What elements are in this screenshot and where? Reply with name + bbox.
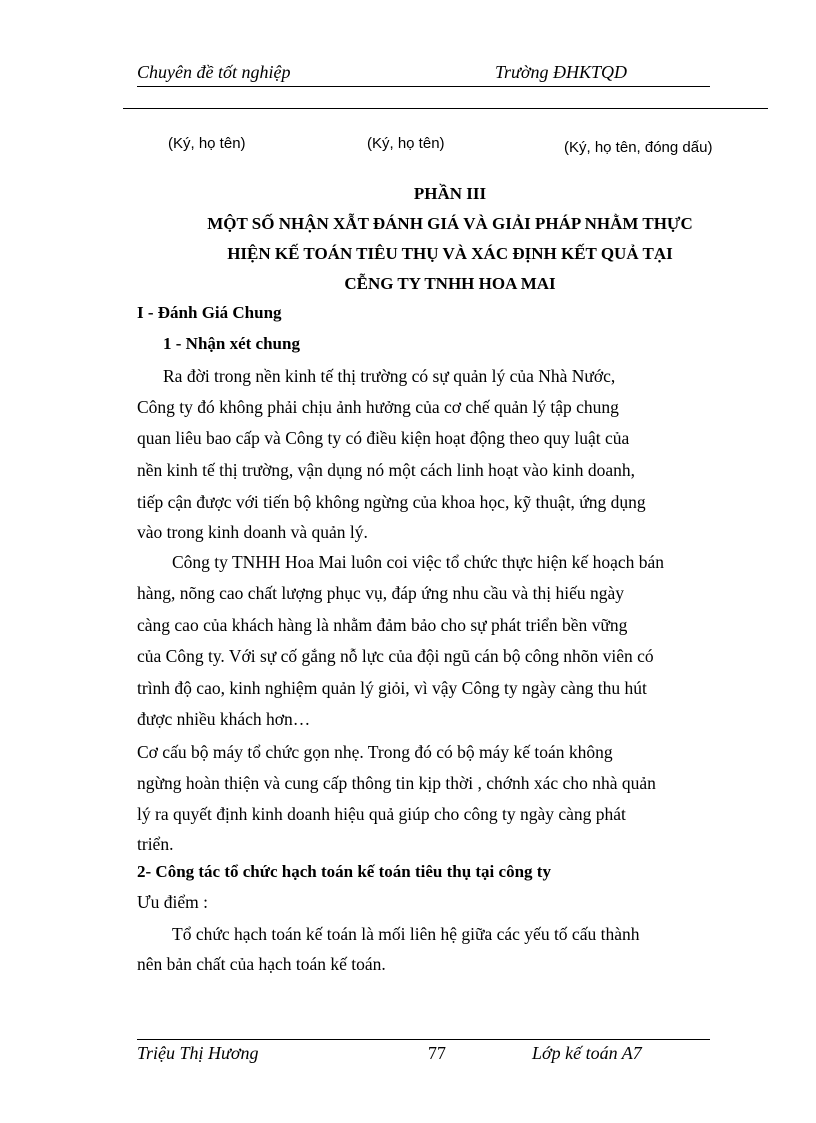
signature-3: (Ký, họ tên, đóng dấu) xyxy=(564,139,713,156)
part-title-line: CỄNG TY TNHH HOA MAI xyxy=(344,274,556,293)
body-line: trình độ cao, kinh nghiệm quản lý giỏi, vì vậy Công ty ngày càng thu hút xyxy=(137,678,647,698)
body-line: của Công ty. Với sự cố gắng nỗ lực của đội ngũ cán bộ công nhõn viên có xyxy=(137,646,654,666)
part-label: PHẦN III xyxy=(413,184,487,203)
body-line: được nhiều khách hơn… xyxy=(137,709,311,729)
sub-heading: 1 - Nhận xét chung xyxy=(163,334,300,353)
body-line: Công ty đó không phải chịu ảnh hưởng của cơ chế quản lý tập chung xyxy=(137,397,619,417)
part-title-line: HIỆN KẾ TOÁN TIÊU THỤ VÀ XÁC ĐỊNH KẾT QUẢ TẠI xyxy=(227,244,673,263)
body-line: tiếp cận được với tiến bộ không ngừng của khoa học, kỹ thuật, ứng dụng xyxy=(137,492,646,512)
body-line: lý ra quyết định kinh doanh hiệu quả giúp cho công ty ngày càng phát xyxy=(137,804,626,824)
body-line: quan liêu bao cấp và Công ty có điều kiện hoạt động theo quy luật của xyxy=(137,428,630,448)
body-line: nền kinh tế thị trường, vận dụng nó một cách linh hoạt vào kinh doanh, xyxy=(137,460,635,480)
header-divider-lower xyxy=(123,108,768,109)
body-line: Tổ chức hạch toán kế toán là mối liên hệ giữa các yếu tố cấu thành xyxy=(172,924,640,944)
body-line: Cơ cấu bộ máy tổ chức gọn nhẹ. Trong đó có bộ máy kế toán không xyxy=(137,742,613,762)
body-line: Ra đời trong nền kinh tế thị trường có sự quản lý của Nhà Nước, xyxy=(163,366,616,386)
footer-class: Lớp kế toán A7 xyxy=(532,1043,642,1063)
section-heading: 2- Công tác tổ chức hạch toán kế toán tiêu thụ tại công ty xyxy=(137,862,551,881)
body-line: ngừng hoàn thiện và cung cấp thông tin kịp thời , chớnh xác cho nhà quản xyxy=(137,773,656,793)
signature-2: (Ký, họ tên) xyxy=(367,135,445,152)
body-line: nên bản chất của hạch toán kế toán. xyxy=(137,954,386,974)
signature-1: (Ký, họ tên) xyxy=(168,135,246,152)
header-divider xyxy=(137,86,710,87)
part-title-line: MỘT SỐ NHẬN XẪT ĐÁNH GIÁ VÀ GIẢI PHÁP NHẰM THỰC xyxy=(207,214,693,233)
body-line: càng cao của khách hàng là nhằm đảm bảo cho sự phát triển bền vững xyxy=(137,615,628,635)
label-advantages: Ưu điểm : xyxy=(137,892,208,912)
header-left: Chuyên đề tốt nghiệp xyxy=(137,62,291,82)
header-right: Trường ĐHKTQD xyxy=(495,62,627,82)
footer-author: Triệu Thị Hương xyxy=(137,1043,259,1063)
section-heading: I - Đánh Giá Chung xyxy=(137,303,282,322)
page-number: 77 xyxy=(428,1043,446,1063)
body-line: hàng, nõng cao chất lượng phục vụ, đáp ứng nhu cầu và thị hiếu ngày xyxy=(137,583,624,603)
footer-divider xyxy=(137,1039,710,1040)
body-line: Công ty TNHH Hoa Mai luôn coi việc tổ chức thực hiện kế hoạch bán xyxy=(172,552,664,572)
body-line: vào trong kinh doanh và quản lý. xyxy=(137,522,368,542)
body-line: triển. xyxy=(137,834,174,854)
